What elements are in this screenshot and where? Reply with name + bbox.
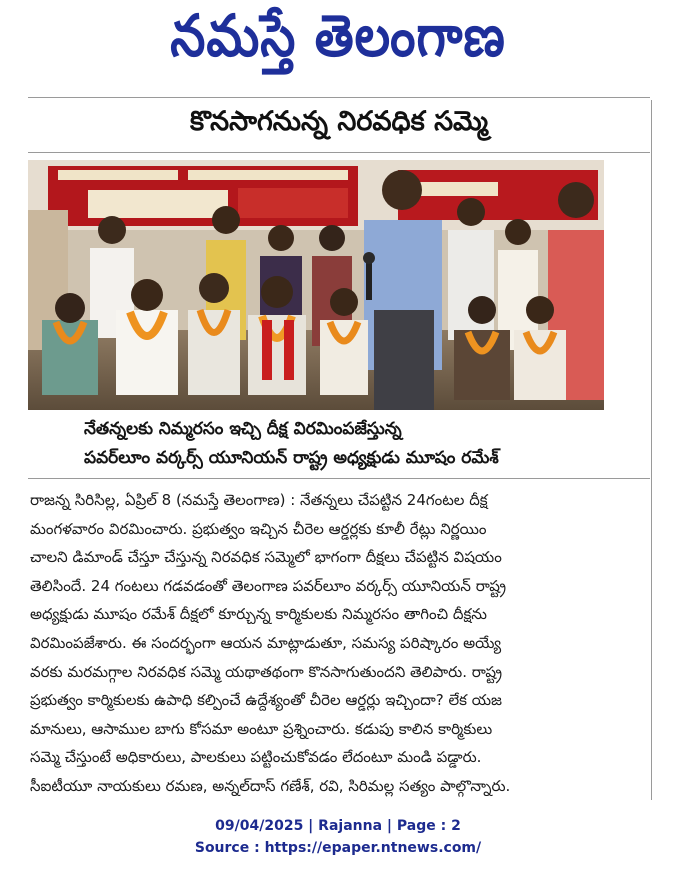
article-body-line: రాజన్న సిరిసిల్ల, ఏప్రిల్ 8 (నమస్తే తెలంగాణ) : నేతన్నలు చేపట్టిన 24గంటల దీక్ష (30, 491, 488, 509)
article-body-line: విరమింపజేశారు. ఈ సందర్భంగా ఆయన మాట్లాడుతూ, సమస్య పరిష్కారం అయ్యే (30, 633, 502, 652)
masthead-divider (28, 97, 650, 98)
article-body-line: తెలిసిందే. 24 గంటలు గడవడంతో తెలంగాణ పవర్‌లూం వర్కర్స్ యూనియన్ రాష్ట్ర (30, 576, 507, 595)
caption-divider (28, 478, 650, 479)
footer-source: Source : https://epaper.ntnews.com/ (194, 840, 482, 856)
newspaper-masthead (0, 4, 676, 82)
article-body-line: ప్రభుత్వం కార్మికులకు ఉపాధి కల్పించే ఉద్దేశ్యంతో చీరెల ఆర్డర్లు ఇచ్చిందా? లేక యజ (30, 691, 502, 710)
masthead-title: నమస్తే తెలంగాణ (170, 2, 506, 69)
article-body-line: సమ్మె చేస్తుంటే అధికారులు, పాలకులు పట్టించుకోవడం లేదంటూ మండి పడ్డారు. (30, 748, 482, 767)
photo-caption-line: నేతన్నలకు నిమ్మరసం ఇచ్చి దీక్ష విరమింపజేస్తున్న (84, 419, 402, 439)
hunger-strike-photo (28, 160, 604, 410)
photo-caption-line: పవర్‌లూం వర్కర్స్ యూనియన్ రాష్ట్ర అధ్యక్షుడు మూషం రమేశ్ (84, 448, 499, 468)
footer-dateline: 09/04/2025 | Rajanna | Page : 2 (215, 818, 461, 834)
article-body-line: వరకు మరమగ్గాల నిరవధిక సమ్మె యథాతథంగా కొనసాగుతుందని తెలిపారు. రాష్ట్ర (30, 662, 503, 681)
photo-caption (84, 415, 604, 473)
column-divider (651, 100, 652, 800)
article-body-line: చాలని డిమాండ్ చేస్తూ చేస్తున్న నిరవధిక సమ్మెలో భాగంగా దీక్షలు చేపట్టిన విషయం (30, 548, 502, 567)
article-headline: కొనసాగనున్న నిరవధిక సమ్మె (190, 106, 488, 137)
news-photo (28, 160, 604, 410)
article-body (30, 486, 646, 801)
headline-divider (28, 152, 650, 153)
article-body-line: మానులు, ఆసాముల బాగు కోసమా అంటూ ప్రశ్నించారు. కడుపు కాలిన కార్మికులు (30, 719, 493, 738)
article-body-line: మంగళవారం విరమించారు. ప్రభుత్వం ఇచ్చిన చీరెల ఆర్డర్లకు కూలీ రేట్లు నిర్ణయిం (30, 519, 487, 538)
article-body-line: సీఐటీయూ నాయకులు రమణ, అన్నల్‌దాస్ గణేశ్, రవి, సిరిమల్ల సత్యం పాల్గొన్నారు. (30, 776, 511, 795)
article-body-line: అధ్యక్షుడు మూషం రమేశ్ దీక్షలో కూర్చున్న కార్మికులకు నిమ్మరసం తాగించి దీక్షను (30, 605, 487, 624)
